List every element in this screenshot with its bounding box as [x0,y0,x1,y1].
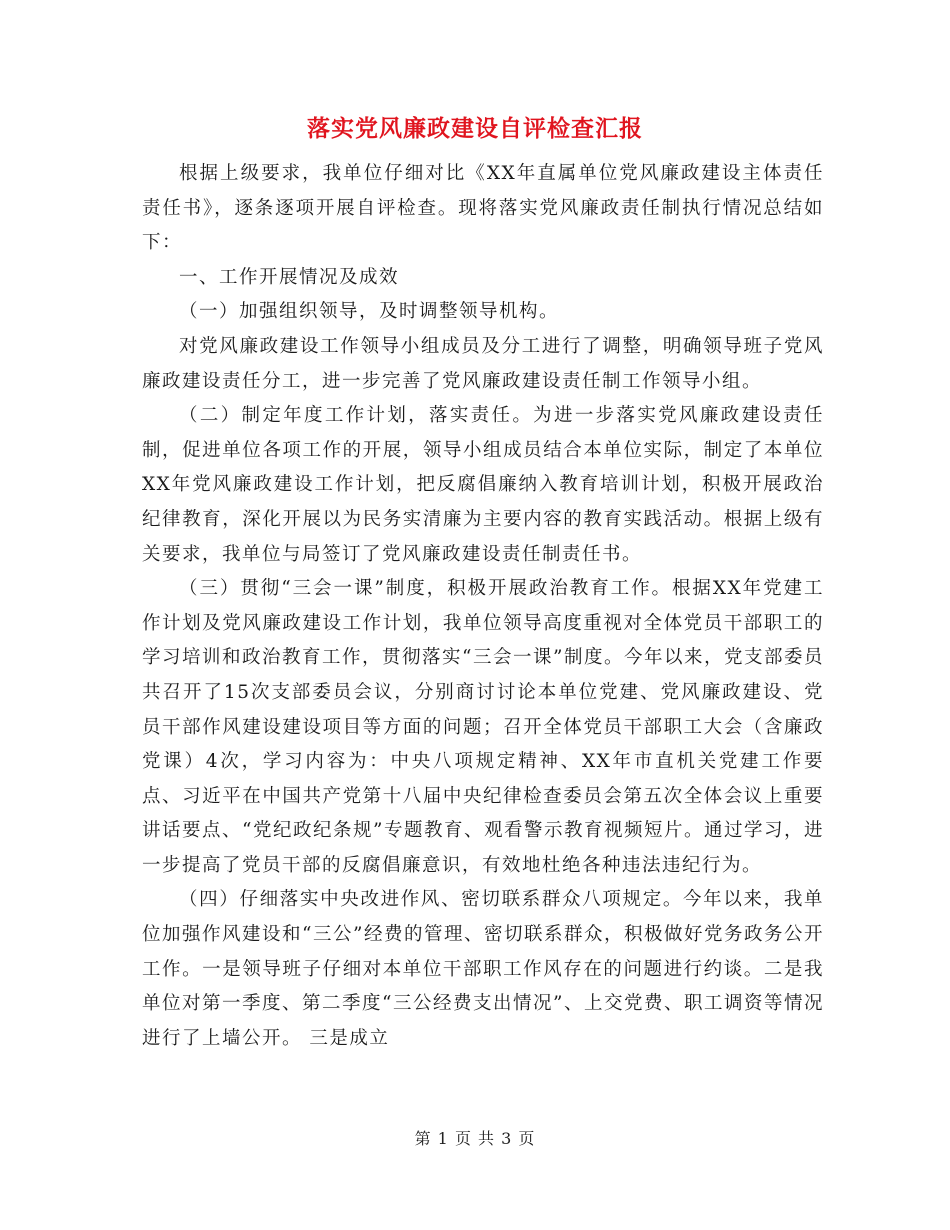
paragraph: 对党风廉政建设工作领导小组成员及分工进行了调整，明确领导班子党风廉政建设责任分工，进一步完善了党风廉政建设责任制工作领导小组。 [142,335,824,392]
page-number-footer: 第 1 页 共 3 页 [414,1129,536,1148]
section-heading: 一、工作开展情况及成效 [179,266,400,288]
document-title: 落实党风廉政建设自评检查汇报 [307,115,643,142]
paragraph-intro: 根据上级要求，我单位仔细对比《XX年直属单位党风廉政建设主体责任责任书》，逐条逐项开展自评检查。现将落实党风廉政责任制执行情况总结如下： [142,163,824,254]
paragraph: （四）仔细落实中央改进作风、密切联系群众八项规定。今年以来，我单位加强作风建设和“三公”经费的管理、密切联系群众，积极做好党务政务公开工作。一是领导班子仔细对本单位干部职工作风存在的问题进行约谈。二是我单位对第一季度、第二季度“三公经费支出情况”、上交党费、职工调资等情况进行了上墙公开。 三是成立 [142,889,824,1049]
subsection-heading: （一）加强组织领导，及时调整领导机构。 [179,301,560,323]
document-body [142,157,824,1056]
paragraph: （三）贯彻“三会一课”制度，积极开展政治教育工作。根据XX年党建工作计划及党风廉政建设工作计划，我单位领导高度重视对全体党员干部职工的学习培训和政治教育工作，贯彻落实“三会一课”制度。今年以来，党支部委员共召开了15次支部委员会议，分别商讨讨论本单位党建、党风廉政建设、党员干部作风建设建设项目等方面的问题；召开全体党员干部职工大会（含廉政党课）4次，学习内容为：中央八项规定精神、XX年市直机关党建工作要点、习近平在中国共产党第十八届中央纪律检查委员会第五次全体会议上重要讲话要点、“党纪政纪条规”专题教育、观看警示教育视频短片。通过学习，进一步提高了党员干部的反腐倡廉意识，有效地杜绝各种违法违纪行为。 [142,578,824,876]
paragraph: （二）制定年度工作计划，落实责任。为进一步落实党风廉政建设责任制，促进单位各项工作的开展，领导小组成员结合本单位实际，制定了本单位XX年党风廉政建设工作计划，把反腐倡廉纳入教育培训计划，积极开展政治纪律教育，深化开展以为民务实清廉为主要内容的教育实践活动。根据上级有关要求，我单位与局签订了党风廉政建设责任制责任书。 [142,405,824,565]
